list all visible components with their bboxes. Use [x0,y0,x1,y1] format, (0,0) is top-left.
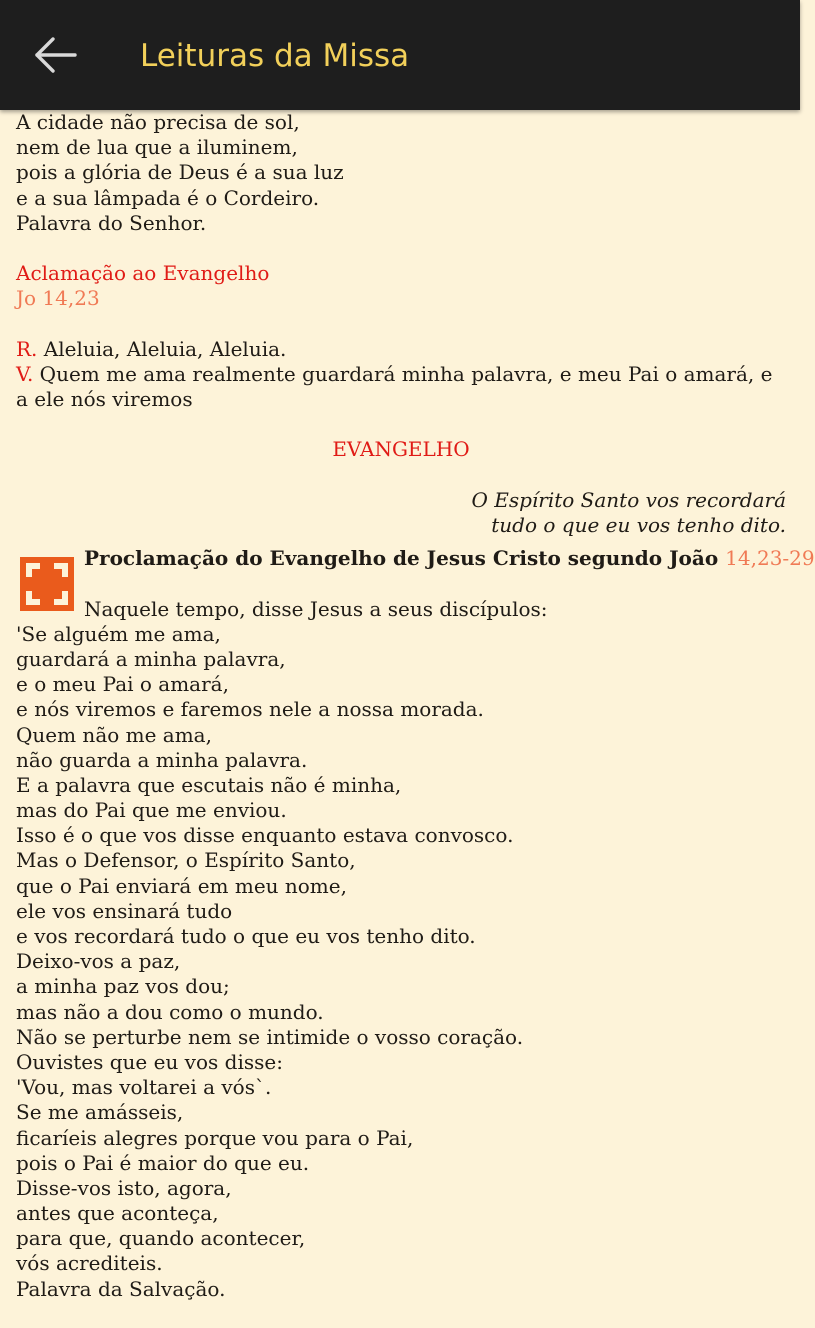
cross-icon [16,553,78,615]
back-button[interactable] [22,22,88,88]
acclamation-section [16,261,786,412]
arrow-left-icon [33,35,77,75]
gospel-section-title: EVANGELHO [332,437,470,462]
gospel-line: antes que aconteça, [16,1201,219,1226]
gospel-line: não guarda a minha palavra. [16,747,308,772]
gospel-line: Disse-vos isto, agora, [16,1175,232,1200]
gospel-line: Não se perturbe nem se intimide o vosso coração. [16,1024,524,1049]
app-title: Leituras da Missa [140,38,410,74]
gospel-closing: Palavra da Salvação. [16,1276,226,1301]
acclamation-title: Aclamação ao Evangelho [16,261,270,286]
gospel-text [16,597,786,1302]
gospel-line: e nós viremos e faremos nele a nossa morada. [16,697,484,722]
reading-content[interactable] [0,110,815,1328]
text-line: nem de lua que a iluminem, [16,135,298,160]
reading-closing: Palavra do Senhor. [16,210,207,235]
gospel-heading [84,546,815,571]
reading-text [16,110,815,1302]
gospel-line: vós acrediteis. [16,1251,163,1276]
gospel-line: e o meu Pai o amará, [16,672,229,697]
gospel-line: e vos recordará tudo o que eu vos tenho dito. [16,924,476,949]
gospel-heading-text: Proclamação do Evangelho de Jesus Cristo segundo João [84,546,719,571]
gospel-line: a minha paz vos dou; [16,974,230,999]
gospel-line: Isso é o que vos disse enquanto estava convosco. [16,823,514,848]
gospel-line: que o Pai enviará em meu nome, [16,873,347,898]
antiphon-line: tudo o que eu vos tenho dito. [491,513,786,538]
gospel-line: E a palavra que escutais não é minha, [16,772,402,797]
response-line [16,337,786,362]
gospel-intro: Naquele tempo, disse Jesus a seus discípulos: [84,596,548,621]
gospel-line: Se me amásseis, [16,1100,184,1125]
gospel-line: Mas o Defensor, o Espírito Santo, [16,848,356,873]
gospel-reference: 14,23-29 [725,546,815,571]
gospel-line: ele vos ensinará tudo [16,898,233,923]
acclamation-reference: Jo 14,23 [16,286,100,311]
gospel-heading-row [16,546,815,571]
gospel-line: Quem não me ama, [16,722,212,747]
verse-marker: V. [16,361,34,386]
text-line: e a sua lâmpada é o Cordeiro. [16,185,320,210]
app-bar [0,0,800,110]
gospel-line: pois o Pai é maior do que eu. [16,1150,310,1175]
gospel-line: Ouvistes que eu vos disse: [16,1049,283,1074]
response-text: Aleluia, Aleluia, Aleluia. [37,336,287,361]
antiphon-line: O Espírito Santo vos recordará [471,487,786,512]
gospel-line: 'Se alguém me ama, [16,621,221,646]
gospel-antiphon [16,488,786,538]
gospel-line: 'Vou, mas voltarei a vós`. [16,1075,272,1100]
text-line: pois a glória de Deus é a sua luz [16,160,344,185]
response-marker: R. [16,336,38,361]
gospel-line: Deixo-vos a paz, [16,949,181,974]
first-reading-ending [16,110,786,236]
verse-text: Quem me ama realmente guardará minha palavra, e meu Pai o amará, e a ele nós viremos [16,361,773,412]
text-line: A cidade não precisa de sol, [16,110,300,134]
verse-line [16,362,786,412]
gospel-line: mas do Pai que me enviou. [16,798,287,823]
gospel-line: para que, quando acontecer, [16,1226,306,1251]
gospel-line: mas não a dou como o mundo. [16,999,324,1024]
gospel-line: ficaríeis alegres porque vou para o Pai, [16,1125,414,1150]
gospel-line: guardará a minha palavra, [16,646,286,671]
